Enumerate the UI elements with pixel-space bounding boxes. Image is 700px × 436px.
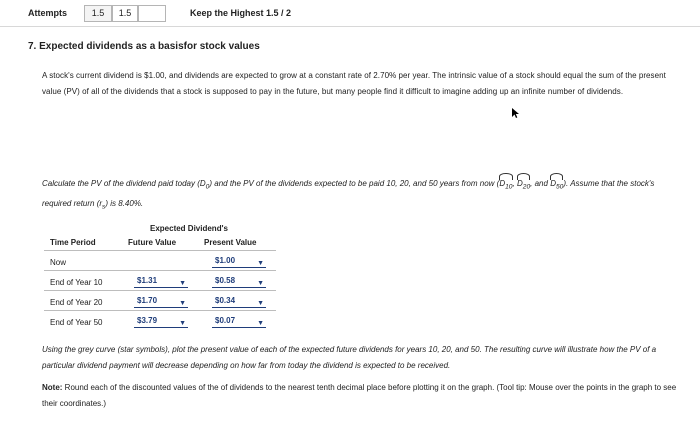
d20-symbol [517, 174, 530, 196]
calc-sep-1: , [512, 179, 517, 188]
calculate-instructions [42, 174, 682, 215]
calc-text-1: Calculate the PV of the dividend paid today (D [42, 179, 206, 188]
col-header-present: Present Value [204, 238, 257, 247]
chevron-down-icon: ▼ [179, 300, 186, 307]
mouse-cursor-icon [512, 108, 520, 118]
note-label: Note: [42, 383, 63, 392]
attempt-score-3 [138, 5, 166, 22]
note-text: Round each of the discounted values of the of dividends to the nearest tenth decimal place before plotting it on the graph. (Tool tip: Mouse over the points in the graph to see their coordinates.) [42, 383, 677, 408]
attempt-score-1: 1.5 [84, 5, 112, 22]
col-header-time: Time Period [50, 238, 96, 247]
plot-instructions: Using the grey curve (star symbols), plot the present value of each of the expected future dividends for years 10, 20, and 50. The resulting curve will illustrate how the PV of a particular dividend payment will decrease depending on how far from today the dividend is expected to be received. [42, 345, 657, 370]
attempts-bar [0, 0, 700, 27]
d50-symbol [550, 174, 563, 196]
pv-now-value: $1.00 [215, 256, 236, 265]
d10-sub: 10 [505, 183, 513, 191]
d20-sub: 20 [522, 183, 531, 191]
chevron-down-icon: ▼ [257, 260, 264, 267]
calc-text-4: ) is 8.40%. [105, 198, 144, 208]
question-intro: A stock's current dividend is $1.00, and dividends are expected to grow at a constant rate of 2.70% per year. The intrinsic value of a stock should equal the sum of the present value (PV) of all of the dividends that a stock is supposed to pay in the future, but many people find it difficult to imagine adding up an infinite number of dividends. [42, 71, 666, 96]
calc-sub-0: 0 [205, 183, 210, 191]
chevron-down-icon: ▼ [257, 280, 264, 287]
pv-year50-value: $0.07 [215, 316, 236, 325]
calc-sep-2: , and [530, 179, 548, 188]
attempt-score-2: 1.5 [112, 5, 138, 22]
attempts-label: Attempts [28, 8, 68, 18]
chevron-down-icon: ▼ [179, 280, 186, 287]
question-title: 7. Expected dividends as a basisfor stock values [28, 41, 260, 52]
calc-text-2: ) and the PV of the dividends expected to be paid 10, 20, and 50 years from now ( [209, 179, 500, 188]
d50-sub: 50 [555, 183, 564, 191]
fv-year10-dropdown[interactable] [134, 275, 188, 288]
fv-year50-value: $3.79 [137, 316, 158, 325]
table-divider [44, 270, 276, 271]
pv-year20-value: $0.34 [215, 296, 236, 305]
table-divider [44, 290, 276, 291]
pv-year20-dropdown[interactable] [212, 295, 266, 308]
table-title: Expected Dividend's [150, 224, 228, 233]
pv-now-dropdown[interactable] [212, 255, 266, 268]
table-divider [44, 310, 276, 311]
fv-year10-value: $1.31 [137, 276, 158, 285]
d10-letter: D [499, 179, 506, 188]
fv-year20-value: $1.70 [137, 296, 158, 305]
fv-year20-dropdown[interactable] [134, 295, 188, 308]
rs-sub: s [102, 203, 106, 211]
keep-highest-label: Keep the Highest 1.5 / 2 [190, 8, 292, 18]
rounding-note [42, 380, 682, 412]
chevron-down-icon: ▼ [257, 300, 264, 307]
row-label-year10: End of Year 10 [50, 278, 103, 287]
chevron-down-icon: ▼ [179, 320, 186, 327]
chevron-down-icon: ▼ [257, 320, 264, 327]
row-label-year20: End of Year 20 [50, 298, 103, 307]
fv-year50-dropdown[interactable] [134, 315, 188, 328]
pv-year50-dropdown[interactable] [212, 315, 266, 328]
d20-letter: D [516, 179, 523, 188]
calc-text-3: ). Assume that the stock's required return (r [42, 179, 655, 208]
row-label-now: Now [50, 258, 67, 267]
d50-letter: D [550, 179, 556, 188]
d10-symbol [499, 174, 512, 196]
col-header-future: Future Value [128, 238, 177, 247]
row-label-year50: End of Year 50 [50, 318, 103, 327]
pv-year10-dropdown[interactable] [212, 275, 266, 288]
table-divider [44, 250, 276, 251]
pv-year10-value: $0.58 [215, 276, 236, 285]
